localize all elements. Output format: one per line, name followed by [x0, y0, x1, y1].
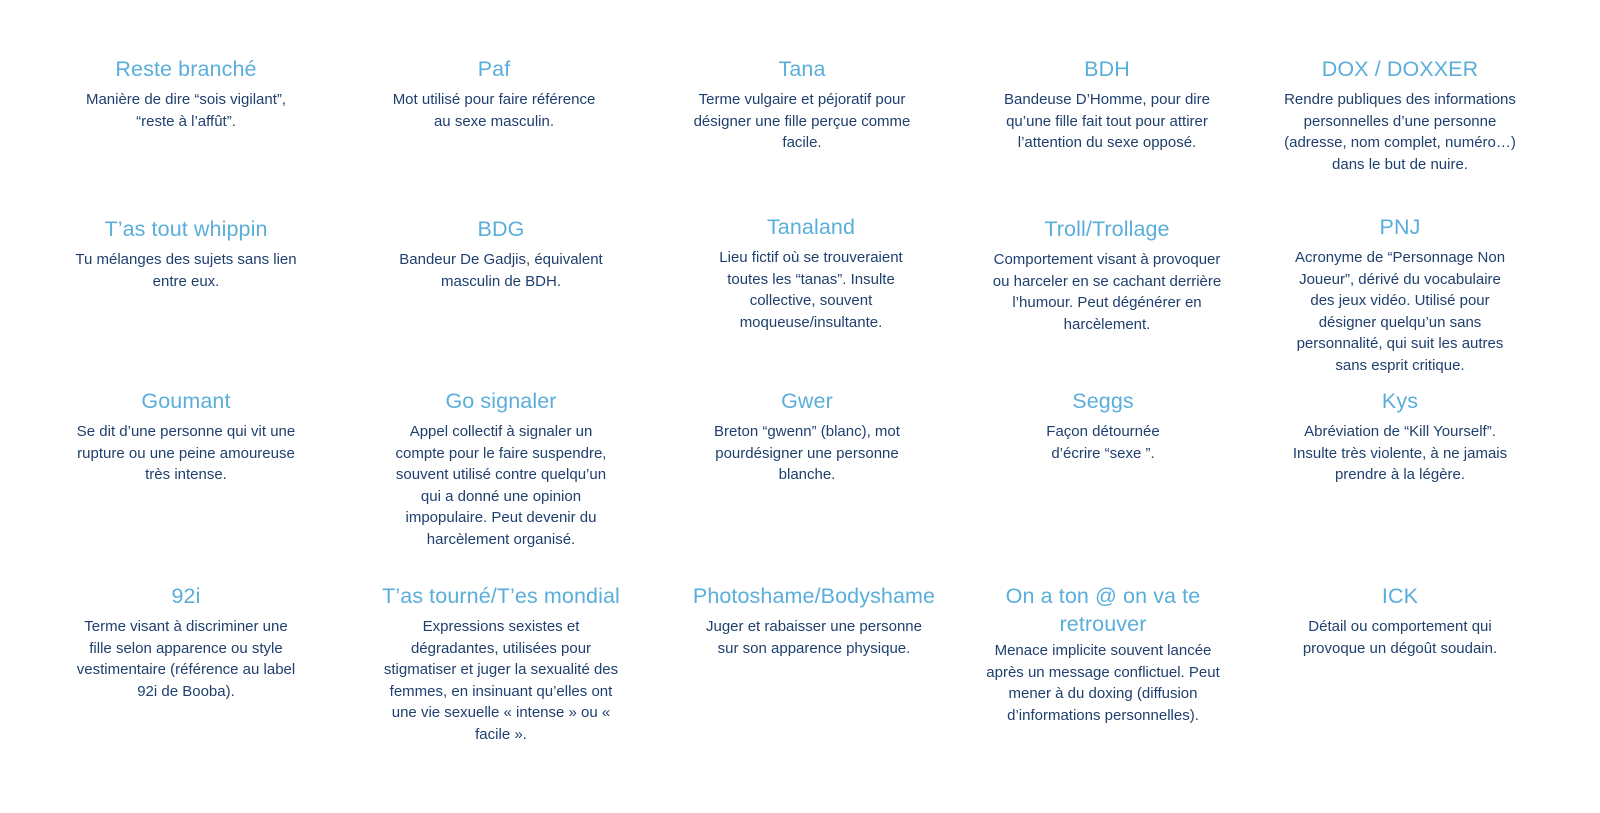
- glossary-definition: Juger et rabaisser une personne sur son apparence physique.: [706, 618, 922, 657]
- glossary-term: PNJ: [1379, 215, 1421, 239]
- glossary-definition: Tu mélanges des sujets sans lien entre eux.: [75, 251, 297, 290]
- glossary-term: Paf: [477, 57, 511, 81]
- glossary-definition: Bandeur De Gadjis, équivalent masculin de BDH.: [399, 251, 603, 290]
- glossary-term: Go signaler: [445, 389, 557, 413]
- glossary-entry: [986, 387, 1220, 464]
- glossary-term: Tanaland: [766, 215, 856, 239]
- glossary-term: Goumant: [141, 389, 231, 413]
- glossary-term: Kys: [1381, 389, 1419, 413]
- glossary-entry: [990, 55, 1224, 154]
- glossary-entry: [66, 387, 306, 486]
- glossary-entry: [383, 215, 619, 292]
- glossary-definition: Détail ou comportement qui provoque un dégoût soudain.: [1302, 618, 1498, 657]
- glossary-entry: [66, 215, 306, 292]
- glossary-definition: Lieu fictif où se trouveraient toutes les “tanas”. Insulte collective, souvent moqueuse/insultante.: [719, 249, 903, 331]
- glossary-entry: [66, 55, 306, 132]
- glossary-term: Gwer: [781, 389, 833, 413]
- glossary-term: T’as tout whippin: [104, 217, 268, 241]
- glossary-entry: [1283, 387, 1517, 486]
- glossary-entry: [376, 55, 612, 132]
- glossary-entry: [690, 387, 924, 486]
- glossary-term: Reste branché: [115, 57, 257, 81]
- glossary-definition: Expressions sexistes et dégradantes, utilisées pour stigmatiser et juger la sexualité des femmes, en insinuant qu’elles ont une vie sexuelle « intense » ou « facile ».: [383, 618, 619, 743]
- glossary-definition: Terme visant à discriminer une fille selon apparence ou style vestimentaire (référence au label 92i de Booba).: [76, 618, 296, 700]
- glossary-term: On a ton @ on va te retrouver: [1005, 584, 1201, 636]
- glossary-definition: Appel collectif à signaler un compte pour le faire suspendre, souvent utilisé contre quelqu’un qui a donné une opinion impopulaire. Peut devenir du harcèlement organisé.: [395, 423, 607, 548]
- glossary-definition: Manière de dire “sois vigilant”, “reste à l’affût”.: [85, 91, 287, 130]
- glossary-definition: Rendre publiques des informations personnelles d’une personne (adresse, nom complet, numéro…) dans le but de nuire.: [1284, 91, 1516, 173]
- glossary-entry: [990, 215, 1224, 335]
- glossary-term: T’as tourné/T’es mondial: [382, 584, 620, 608]
- glossary-definition: Façon détournée d’écrire “sexe ”.: [1046, 423, 1160, 462]
- glossary-entry: [66, 582, 306, 702]
- glossary-entry: [1283, 213, 1517, 376]
- glossary-term: ICK: [1381, 584, 1419, 608]
- glossary-definition: Menace implicite souvent lancée après un message conflictuel. Peut mener à du doxing (diffusion d’informations personnelles).: [986, 642, 1220, 724]
- glossary-definition: Se dit d’une personne qui vit une rupture ou une peine amoureuse très intense.: [76, 423, 296, 483]
- glossary-term: BDG: [477, 217, 525, 241]
- glossary-definition: Abréviation de “Kill Yourself”. Insulte très violente, à ne jamais prendre à la légère.: [1292, 423, 1508, 483]
- glossary-entry: [986, 582, 1220, 726]
- glossary-term: Seggs: [1072, 389, 1134, 413]
- glossary-entry: [676, 582, 952, 659]
- glossary-term: Tana: [778, 57, 826, 81]
- glossary-term: Troll/Trollage: [1044, 217, 1170, 241]
- glossary-definition: Breton “gwenn” (blanc), mot pourdésigner une personne blanche.: [714, 423, 900, 483]
- glossary-definition: Mot utilisé pour faire référence au sexe masculin.: [392, 91, 596, 130]
- glossary-term: BDH: [1084, 57, 1130, 81]
- glossary-entry: [685, 55, 919, 154]
- glossary-entry: [383, 387, 619, 550]
- glossary-term: DOX / DOXXER: [1321, 57, 1479, 81]
- glossary-entry: [1277, 55, 1523, 175]
- glossary-definition: Bandeuse D’Homme, pour dire qu’une fille fait tout pour attirer l’attention du sexe opposé.: [1004, 91, 1210, 151]
- glossary-definition: Acronyme de “Personnage Non Joueur”, dérivé du vocabulaire des jeux vidéo. Utilisé pour désigner quelqu’un sans personnalité, qui suit les autres sans esprit critique.: [1294, 249, 1506, 374]
- glossary-entry: [694, 213, 928, 333]
- glossary-definition: Comportement visant à provoquer ou harceler en se cachant derrière l’humour. Peut dégénérer en harcèlement.: [992, 251, 1222, 333]
- glossary-entry: [367, 582, 635, 745]
- glossary-entry: [1283, 582, 1517, 659]
- glossary-definition: Terme vulgaire et péjoratif pour désigner une fille perçue comme facile.: [693, 91, 911, 151]
- glossary-term: Photoshame/Bodyshame: [692, 584, 936, 608]
- glossary-term: 92i: [171, 584, 201, 608]
